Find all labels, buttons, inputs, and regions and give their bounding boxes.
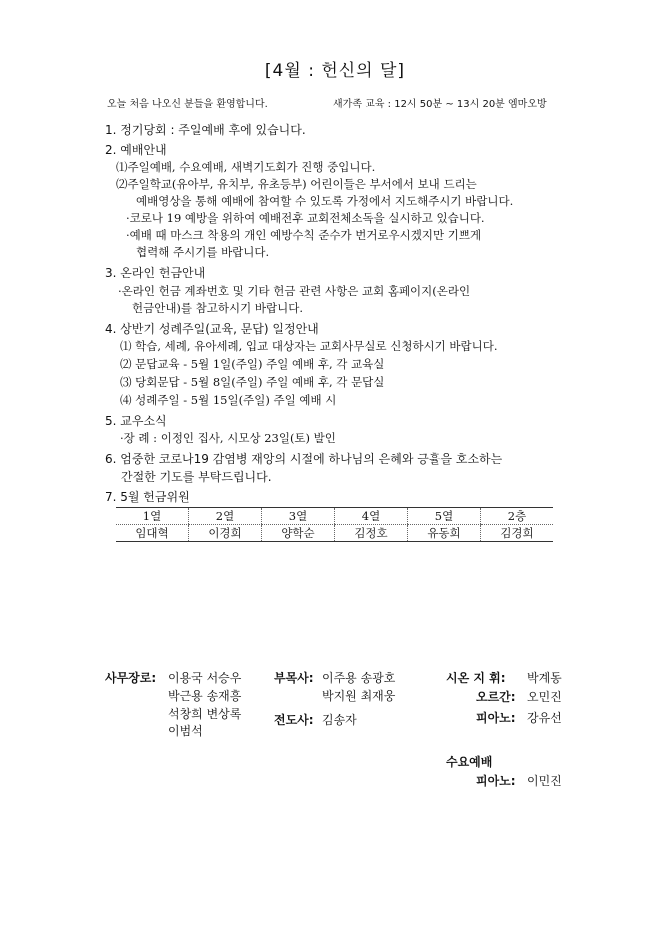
staff-elders-line: 박근용 송재흥 (168, 689, 242, 703)
section-3-heading: 3. 온라인 헌금안내 (105, 266, 206, 280)
section-2-line-5: ·예배 때 마스크 착용의 개인 예방수칙 준수가 번거로우시겠지만 기쁘게 (126, 228, 482, 242)
table-header-cell: 1열 (116, 508, 189, 525)
section-2-line-1: ⑴주일예배, 수요예배, 새벽기도회가 진행 중입니다. (116, 160, 376, 174)
table-header-cell: 2층 (481, 508, 554, 525)
section-7-heading: 7. 5월 헌금위원 (105, 490, 190, 504)
table-cell: 김정호 (335, 525, 408, 542)
table-cell: 유동희 (408, 525, 481, 542)
section-4-heading: 4. 상반기 성례주일(교육, 문답) 일정안내 (105, 322, 319, 336)
staff-label-associate-pastors: 부목사: (274, 671, 314, 685)
staff-evangelist: 김송자 (322, 713, 357, 727)
section-2-line-4: ·코로나 19 예방을 위하여 예배전후 교회전체소독을 실시하고 있습니다. (126, 211, 485, 225)
staff-elders-line: 이용국 서승우 (168, 671, 242, 685)
table-row (116, 525, 553, 542)
staff-elders-line: 이범석 (168, 724, 203, 738)
table-cell: 임대혁 (116, 525, 189, 542)
section-4-line-4: ⑷ 성례주일 - 5월 15일(주일) 주일 예배 시 (120, 393, 337, 407)
staff-label-wednesday-service: 수요예배 (446, 755, 493, 769)
staff-label-evangelist: 전도사: (274, 713, 314, 727)
table-cell: 김경희 (481, 525, 554, 542)
table-header-cell: 2열 (189, 508, 262, 525)
staff-conductor: 박계동 (527, 671, 562, 685)
staff-label-elders: 사무장로: (105, 671, 157, 685)
section-6-heading: 6. 엄중한 코로나19 감염병 재앙의 시절에 하나님의 은혜와 긍휼을 호소하는 (105, 452, 503, 466)
offering-committee-table (116, 507, 553, 542)
table-header-row (116, 508, 553, 525)
staff-label-conductor: 시온 지 휘: (446, 671, 506, 685)
section-4-line-1: ⑴ 학습, 세례, 유아세례, 입교 대상자는 교회사무실로 신청하시기 바랍니다. (120, 339, 498, 353)
page-title: [4월 : 헌신의 달] (264, 61, 406, 81)
staff-organ: 오민진 (527, 690, 562, 704)
staff-piano: 강유선 (527, 711, 562, 725)
new-family-education: 새가족 교육 : 12시 50분 ~ 13시 20분 엠마오방 (333, 99, 547, 110)
table-header-cell: 3열 (262, 508, 335, 525)
staff-elders-line: 석창희 변상록 (168, 707, 242, 721)
section-3-line-2: 헌금안내)를 참고하시기 바랍니다. (132, 301, 303, 315)
staff-label-piano: 피아노: (476, 711, 516, 725)
section-1-heading: 1. 정기당회 : 주일예배 후에 있습니다. (105, 123, 306, 137)
staff-label-wednesday-piano: 피아노: (476, 774, 516, 788)
section-5-line-1: ·장 례 : 이정인 집사, 시모상 23일(토) 발인 (120, 431, 336, 445)
section-4-line-2: ⑵ 문답교육 - 5월 1일(주일) 주일 예배 후, 각 교육실 (120, 357, 385, 371)
table-cell: 이경희 (189, 525, 262, 542)
section-2-heading: 2. 예배안내 (105, 143, 167, 157)
staff-wednesday-piano: 이민진 (527, 774, 562, 788)
table-cell: 양학순 (262, 525, 335, 542)
section-2-line-2: ⑵주일학교(유아부, 유치부, 유초등부) 어린이들은 부서에서 보내 드리는 (116, 177, 477, 191)
table-header-cell: 5열 (408, 508, 481, 525)
section-6-line-2: 간절한 기도를 부탁드립니다. (121, 470, 272, 484)
welcome-text: 오늘 처음 나오신 분들을 환영합니다. (107, 99, 268, 110)
section-2-line-6: 협력해 주시기를 바랍니다. (136, 245, 270, 259)
section-4-line-3: ⑶ 당회문답 - 5월 8일(주일) 주일 예배 후, 각 문답실 (120, 375, 385, 389)
staff-associate-pastors-line: 박지원 최재웅 (322, 689, 396, 703)
section-5-heading: 5. 교우소식 (105, 414, 167, 428)
staff-associate-pastors-line: 이주용 송광호 (322, 671, 396, 685)
table-header-cell: 4열 (335, 508, 408, 525)
staff-label-organ: 오르간: (476, 690, 516, 704)
section-3-line-1: ·온라인 헌금 계좌번호 및 기타 헌금 관련 사항은 교회 홈페이지(온라인 (118, 284, 471, 298)
section-2-line-3: 예배영상을 통해 예배에 참여할 수 있도록 가정에서 지도해주시기 바랍니다. (136, 194, 514, 208)
